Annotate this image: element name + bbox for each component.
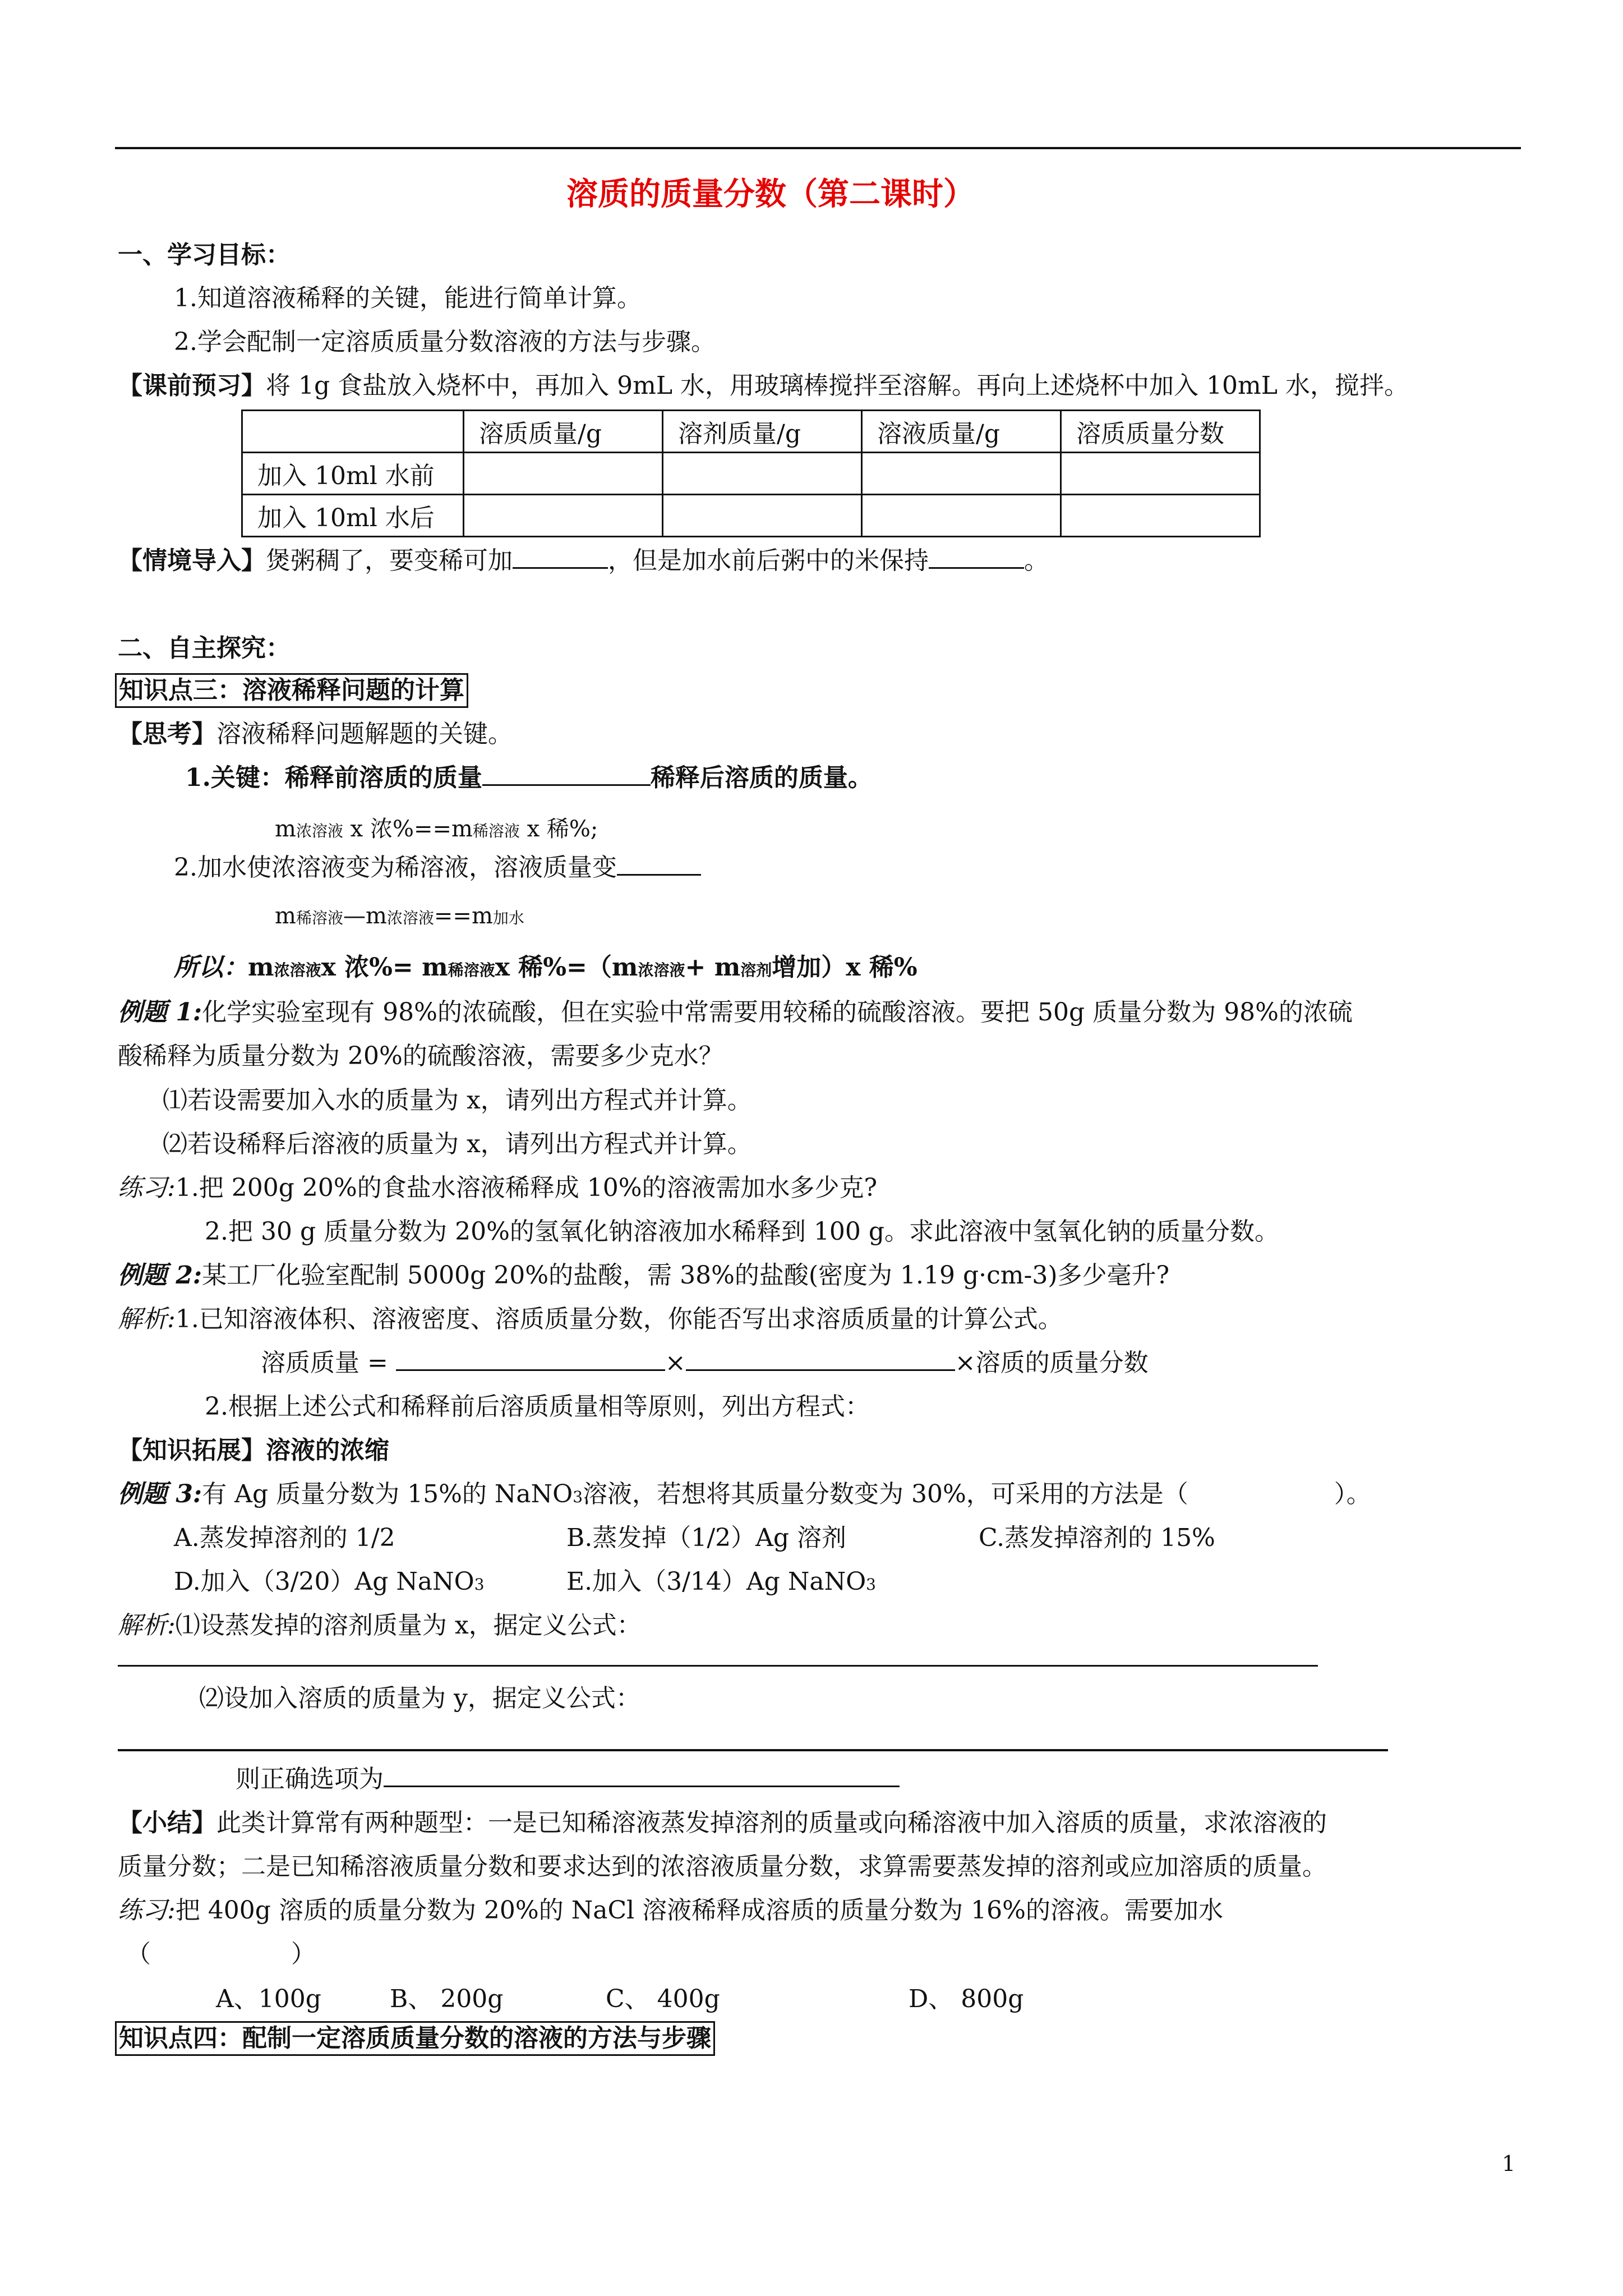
- option-text: D.加入（3/20）Ag NaNO: [174, 1567, 474, 1596]
- scenario-text-c: 。: [1024, 546, 1049, 575]
- equation-text: ×溶质的质量分数: [955, 1349, 1149, 1377]
- subscript: 3: [474, 1575, 485, 1594]
- analysis-1: [118, 1307, 1063, 1332]
- page-number: 1: [1502, 2151, 1516, 2176]
- key-2: [174, 855, 701, 880]
- section-heading-explore: 二、自主探究：: [118, 634, 291, 662]
- practice-text: 1.把 200g 20%的食盐水溶液稀释成 10%的溶液需加水多少克?: [175, 1174, 878, 1202]
- blank-field[interactable]: [686, 1369, 955, 1371]
- practice-3-option-d[interactable]: D、 800g: [909, 1985, 1024, 2013]
- practice-2: 2.把 30 g 质量分数为 20%的氢氧化钠溶液加水稀释到 100 g。求此溶液中氢氧化钠的质量分数。: [205, 1217, 1279, 1246]
- practice-3-paren: [126, 1942, 316, 1967]
- answer-label: 则正确选项为: [236, 1765, 384, 1793]
- practice-tag: 练习:: [118, 1174, 176, 1202]
- preview-paragraph: [118, 371, 1409, 400]
- example-3: [118, 1482, 1371, 1507]
- subscript: 3: [866, 1575, 876, 1594]
- option-a[interactable]: A.蒸发掉溶剂的 1/2: [174, 1524, 395, 1552]
- analysis-tag: 解析:: [118, 1611, 176, 1640]
- practice-text: 把 400g 溶质的质量分数为 20%的 NaCl 溶液稀释成溶质的质量分数为 16%的溶液。需要加水: [175, 1896, 1223, 1925]
- knowledge-point-3-box: 知识点三：溶液稀释问题的计算: [115, 673, 468, 708]
- blank-field[interactable]: [396, 1369, 665, 1371]
- example-1-line-2: 酸稀释为质量分数为 20%的硫酸溶液，需要多少克水？: [118, 1042, 723, 1070]
- goal-2: 2.学会配制一定溶质质量分数溶液的方法与步骤。: [174, 328, 716, 356]
- table-header: 溶剂质量/g: [663, 411, 862, 453]
- formula-text: 增加）x 稀%: [772, 953, 917, 982]
- key-2-text: 2.加水使浓溶液变为稀溶液，溶液质量变: [174, 853, 617, 882]
- blank-field[interactable]: [384, 1786, 900, 1787]
- example-1-question-2: ⑵若设稀释后溶液的质量为 x，请列出方程式并计算。: [163, 1130, 752, 1158]
- analysis-text: ⑴设蒸发掉的溶剂质量为 x，据定义公式：: [175, 1611, 642, 1640]
- goal-1: 1.知道溶液稀释的关键，能进行简单计算。: [174, 284, 642, 312]
- preview-table: [241, 409, 1261, 537]
- key-1: [185, 763, 873, 792]
- answer-line[interactable]: [118, 1665, 1318, 1667]
- formula-text: ==m: [434, 903, 493, 929]
- formula-subscript: 稀溶液: [472, 822, 520, 840]
- table-row: [242, 495, 1260, 537]
- formula-2: [275, 905, 524, 927]
- table-cell: 加入 10ml 水后: [242, 495, 464, 537]
- subscript: 3: [573, 1488, 583, 1506]
- formula-subscript: 稀溶液: [448, 961, 495, 979]
- blank-field[interactable]: [617, 874, 701, 876]
- scenario-text-a: 煲粥稠了，要变稀可加: [266, 546, 513, 575]
- option-c[interactable]: C.蒸发掉溶剂的 15%: [979, 1524, 1215, 1552]
- example-2: [118, 1263, 1169, 1288]
- preview-tag: 【课前预习】: [118, 371, 266, 400]
- table-cell[interactable]: [862, 495, 1061, 537]
- formula-subscript: 浓溶液: [274, 961, 321, 979]
- formula-symbol: m: [275, 903, 296, 929]
- formula-symbol: m: [248, 953, 274, 982]
- extension-analysis-2: ⑵设加入溶质的质量为 y，据定义公式：: [199, 1684, 640, 1713]
- option-e[interactable]: [566, 1567, 876, 1596]
- example-1-question-1: ⑴若设需要加入水的质量为 x，请列出方程式并计算。: [163, 1086, 752, 1115]
- analysis-tag: 解析:: [118, 1305, 176, 1333]
- table-cell[interactable]: [663, 495, 862, 537]
- table-header: 溶质质量分数: [1061, 411, 1260, 453]
- summary-line-1: [118, 1811, 1327, 1835]
- summary-text: 此类计算常有两种题型：一是已知稀溶液蒸发掉溶剂的质量或向稀溶液中加入溶质的质量，求浓溶液的: [216, 1809, 1327, 1837]
- paren: （: [126, 1940, 151, 1968]
- formula-text: —m: [343, 903, 387, 929]
- example-tag: 例题 1:: [118, 998, 202, 1027]
- example-tag: 例题 3:: [118, 1480, 202, 1508]
- table-header: 溶质质量/g: [464, 411, 663, 453]
- formula-subscript: 加水: [492, 909, 524, 927]
- option-d[interactable]: [174, 1567, 485, 1596]
- formula-text: x 浓%==m: [343, 816, 473, 842]
- scenario-tag: 【情境导入】: [118, 546, 266, 575]
- extension-heading: 【知识拓展】溶液的浓缩: [118, 1436, 389, 1465]
- practice-3-option-a[interactable]: A、100g: [216, 1985, 321, 2013]
- formula-subscript: 浓溶液: [638, 961, 685, 979]
- blank-field[interactable]: [929, 567, 1024, 569]
- formula-subscript: 浓溶液: [296, 822, 343, 840]
- header-rule: [115, 147, 1521, 149]
- correct-option: [236, 1767, 900, 1792]
- example-text: 化学实验室现有 98%的浓硫酸，但在实验中常需要用较稀的硫酸溶液。要把 50g 质量分数为 98%的浓硫: [202, 998, 1353, 1027]
- example-text: 有 Ag 质量分数为 15%的 NaNO: [202, 1480, 573, 1508]
- table-cell[interactable]: [1061, 453, 1260, 495]
- example-text: ）。: [1334, 1480, 1371, 1508]
- equation-label: 溶质质量 =: [261, 1349, 388, 1377]
- think-text: 溶液稀释问题解题的关键。: [216, 720, 513, 748]
- think-tag: 【思考】: [118, 720, 216, 748]
- summary-tag: 【小结】: [118, 1809, 216, 1837]
- table-cell: 加入 10ml 水前: [242, 453, 464, 495]
- blank-field[interactable]: [513, 567, 608, 569]
- knowledge-point-4-box: 知识点四：配制一定溶质质量分数的溶液的方法与步骤: [115, 2021, 715, 2056]
- formula-text: x 稀%;: [519, 816, 598, 842]
- table-cell[interactable]: [663, 453, 862, 495]
- table-header-row: [242, 411, 1260, 453]
- scenario-paragraph: [118, 546, 1049, 575]
- option-text: E.加入（3/14）Ag NaNO: [566, 1567, 866, 1596]
- formula-text: x 稀%=（m: [495, 953, 638, 982]
- analysis-2: 2.根据上述公式和稀释前后溶质质量相等原则，列出方程式：: [205, 1392, 870, 1421]
- table-cell[interactable]: [1061, 495, 1260, 537]
- preview-text: 将 1g 食盐放入烧杯中，再加入 9mL 水，用玻璃棒搅拌至溶解。再向上述烧杯中加入 10mL 水，搅拌。: [266, 371, 1409, 400]
- practice-tag: 练习:: [118, 1896, 176, 1925]
- formula-1: [275, 818, 598, 840]
- formula-symbol: m: [275, 816, 296, 842]
- example-text: 溶液，若想将其质量分数变为 30%，可采用的方法是（: [583, 1480, 1188, 1508]
- so-lead: 所以：: [174, 953, 248, 982]
- example-text: 某工厂化验室配制 5000g 20%的盐酸，需 38%的盐酸(密度为 1.19 g·cm-3)多少毫升?: [202, 1261, 1170, 1290]
- formula-subscript: 溶剂: [740, 961, 772, 979]
- extension-analysis-1: [118, 1613, 642, 1638]
- example-tag: 例题 2:: [118, 1261, 202, 1290]
- formula-text: x 浓%= m: [321, 953, 448, 982]
- section-heading-goals: 一、学习目标：: [118, 241, 291, 269]
- analysis-text: 1.已知溶液体积、溶液密度、溶质质量分数，你能否写出求溶质质量的计算公式。: [175, 1305, 1063, 1333]
- formula-text: + m: [685, 953, 741, 982]
- practice-3-option-c[interactable]: C、 400g: [606, 1985, 720, 2013]
- table-header: 溶液质量/g: [862, 411, 1061, 453]
- formula-subscript: 浓溶液: [386, 909, 434, 927]
- table-cell[interactable]: [862, 453, 1061, 495]
- paren: ）: [291, 1940, 316, 1968]
- answer-line[interactable]: [118, 1749, 1388, 1751]
- blank-field[interactable]: [482, 784, 651, 786]
- practice-1: [118, 1176, 877, 1200]
- table-row: [242, 453, 1260, 495]
- think-paragraph: [118, 722, 513, 747]
- page-title: 溶质的质量分数（第二课时）: [566, 176, 975, 213]
- practice-3-option-b[interactable]: B、 200g: [390, 1985, 504, 2013]
- key-1-b: 稀释后溶质的质量。: [650, 763, 873, 792]
- table-cell: [242, 411, 464, 453]
- scenario-text-b: ，但是加水前后粥中的米保持: [608, 546, 929, 575]
- so-formula: [174, 955, 917, 980]
- table-cell[interactable]: [464, 495, 663, 537]
- example-1-line-1: [118, 1000, 1353, 1025]
- summary-line-2: 质量分数；二是已知稀溶液质量分数和要求达到的浓溶液质量分数，求算需要蒸发掉的溶剂或应加溶质的质量。: [118, 1852, 1327, 1881]
- formula-subscript: 稀溶液: [296, 909, 343, 927]
- practice-3: [118, 1898, 1223, 1923]
- mass-equation: [261, 1351, 1149, 1375]
- option-b[interactable]: B.蒸发掉（1/2）Ag 溶剂: [566, 1524, 847, 1552]
- table-cell[interactable]: [464, 453, 663, 495]
- times-sign: ×: [665, 1349, 686, 1377]
- key-1-a: 1.关键：稀释前溶质的质量: [185, 763, 482, 792]
